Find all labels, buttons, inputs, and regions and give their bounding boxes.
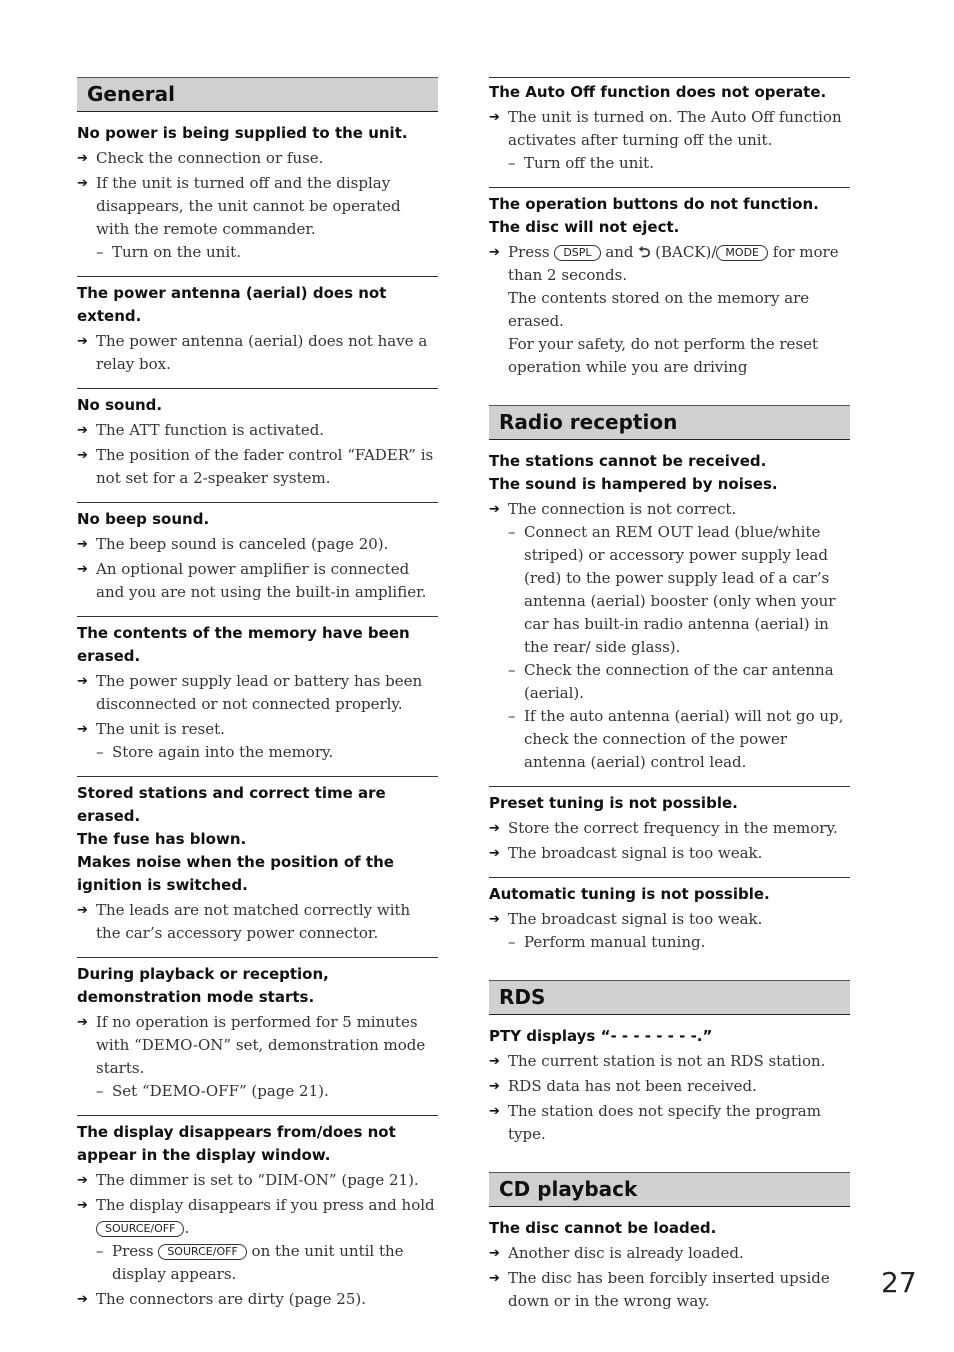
issue-title: No power is being supplied to the unit. (77, 124, 408, 142)
arrow-icon: ➔ (489, 846, 500, 861)
arrow-icon: ➔ (489, 1079, 500, 1094)
answer-item: ➔ The connectors are dirty (page 25). (77, 1288, 438, 1311)
arrow-icon: ➔ (77, 1292, 88, 1307)
mode-button-label: MODE (716, 245, 768, 261)
arrow-icon: ➔ (489, 821, 500, 836)
arrow-icon: ➔ (77, 903, 88, 918)
source-off-button-label: SOURCE/OFF (96, 1221, 184, 1237)
issue-title: Automatic tuning is not possible. (489, 885, 770, 903)
sub-step: – Connect an REM OUT lead (blue/white striped) or accessory power supply lead (red) to the power supply lead of a car’s antenna (aerial) booster (only when your car has built-in radio antenna (aerial) in the rear/ side glass). (508, 523, 836, 656)
issue-title: Makes noise when the position of the ignition is switched. (77, 853, 394, 894)
issue-auto-off (489, 77, 850, 187)
back-icon: ⮌ (638, 243, 651, 261)
source-off-button-label: SOURCE/OFF (158, 1244, 246, 1260)
issue-title: The disc cannot be loaded. (489, 1219, 717, 1237)
arrow-icon: ➔ (489, 1246, 500, 1261)
answer-item: ➔ The power supply lead or battery has been disconnected or not connected properly. (77, 672, 423, 713)
issue-stations-erased (77, 776, 438, 957)
arrow-icon: ➔ (77, 674, 88, 689)
left-column (77, 77, 438, 1323)
answer-item: ➔ Store the correct frequency in the memory. (489, 817, 850, 840)
issue-no-power (77, 122, 438, 276)
issue-no-sound (77, 388, 438, 502)
issue-title: No beep sound. (77, 510, 210, 528)
issue-memory-erased (77, 616, 438, 776)
issue-title: PTY displays “- - - - - - - -.” (489, 1027, 713, 1045)
answer-item: ➔ If no operation is performed for 5 minutes with “DEMO-ON” set, demonstration mode starts. (77, 1013, 426, 1077)
note-text: The contents stored on the memory are erased. (508, 289, 810, 330)
issue-title: Preset tuning is not possible. (489, 794, 738, 812)
answer-item: ➔ An optional power amplifier is connected and you are not using the built-in amplifier. (77, 560, 427, 601)
answer-item: ➔ The unit is turned on. The Auto Off function activates after turning off the unit. (489, 108, 842, 149)
issue-preset-tuning (489, 786, 850, 877)
issue-stations-not-received (489, 450, 850, 786)
issue-title: The Auto Off function does not operate. (489, 83, 827, 101)
arrow-icon: ➔ (77, 1198, 88, 1213)
arrow-icon: ➔ (77, 562, 88, 577)
sub-step: – Press SOURCE/OFF on the unit until the display appears. (96, 1242, 404, 1283)
issue-title: The stations cannot be received. (489, 452, 767, 470)
issue-title: The operation buttons do not function. (489, 195, 819, 213)
sub-step: – Set “DEMO-OFF” (page 21). (96, 1082, 329, 1100)
arrow-icon: ➔ (489, 110, 500, 125)
arrow-icon: ➔ (77, 1173, 88, 1188)
dspl-button-label: DSPL (554, 245, 600, 261)
answer-item: ➔ Another disc is already loaded. (489, 1242, 850, 1265)
issue-title: The contents of the memory have been erased. (77, 624, 410, 665)
arrow-icon: ➔ (489, 1104, 500, 1119)
issue-title: The display disappears from/does not appear in the display window. (77, 1123, 396, 1164)
issue-demo-mode (77, 957, 438, 1115)
issue-no-beep (77, 502, 438, 616)
arrow-icon: ➔ (77, 176, 88, 191)
issue-pty-displays (489, 1025, 850, 1158)
answer-item: ➔ The display disappears if you press and hold SOURCE/OFF . (77, 1196, 435, 1237)
answer-item: ➔ RDS data has not been received. (489, 1075, 850, 1098)
sub-step: – Check the connection of the car antenna (aerial). (508, 661, 834, 702)
section-heading-rds: RDS (489, 980, 850, 1015)
issue-title: Stored stations and correct time are erased. (77, 784, 386, 825)
sub-step: – Turn off the unit. (508, 154, 654, 172)
page-number: 27 (881, 1266, 917, 1299)
answer-item: ➔ The leads are not matched correctly with the car’s accessory power connector. (77, 901, 411, 942)
arrow-icon: ➔ (77, 722, 88, 737)
note-text: For your safety, do not perform the reset operation while you are driving (508, 335, 819, 376)
answer-item: ➔ The beep sound is canceled (page 20). (77, 533, 438, 556)
arrow-icon: ➔ (489, 502, 500, 517)
arrow-icon: ➔ (489, 245, 500, 260)
section-heading-radio-reception: Radio reception (489, 405, 850, 440)
issue-buttons-not-function (489, 187, 850, 391)
answer-item: ➔ The broadcast signal is too weak. (489, 908, 850, 931)
section-heading-general: General (77, 77, 438, 112)
arrow-icon: ➔ (77, 448, 88, 463)
issue-title: The fuse has blown. (77, 830, 247, 848)
answer-item: ➔ Press DSPL and ⮌ (BACK)/ MODE for more than 2 seconds. (489, 243, 839, 284)
right-column (489, 77, 850, 1325)
section-heading-cd-playback: CD playback (489, 1172, 850, 1207)
arrow-icon: ➔ (77, 151, 88, 166)
sub-step: – Store again into the memory. (96, 743, 334, 761)
arrow-icon: ➔ (489, 1271, 500, 1286)
answer-item: ➔ The dimmer is set to “DIM-ON” (page 21). (77, 1169, 438, 1192)
answer-item: ➔ The ATT function is activated. (77, 419, 438, 442)
issue-title: The disc will not eject. (489, 218, 680, 236)
arrow-icon: ➔ (77, 1015, 88, 1030)
arrow-icon: ➔ (489, 1054, 500, 1069)
issue-automatic-tuning (489, 877, 850, 966)
answer-item: ➔ The station does not specify the program type. (489, 1102, 821, 1143)
answer-item: ➔ The connection is not correct. (489, 498, 850, 521)
issue-disc-not-loaded (489, 1217, 850, 1325)
answer-item: ➔ The unit is reset. (77, 718, 438, 741)
answer-item: ➔ The broadcast signal is too weak. (489, 842, 850, 865)
issue-antenna (77, 276, 438, 388)
answer-item: ➔ If the unit is turned off and the display disappears, the unit cannot be operated with the remote commander. (77, 174, 401, 238)
answer-item: ➔ The current station is not an RDS station. (489, 1050, 850, 1073)
arrow-icon: ➔ (489, 912, 500, 927)
sub-step: – Perform manual tuning. (508, 933, 706, 951)
answer-item: ➔ The disc has been forcibly inserted upside down or in the wrong way. (489, 1269, 830, 1310)
sub-step: – Turn on the unit. (96, 243, 241, 261)
issue-title: No sound. (77, 396, 163, 414)
arrow-icon: ➔ (77, 537, 88, 552)
arrow-icon: ➔ (77, 423, 88, 438)
issue-title: The power antenna (aerial) does not extend. (77, 284, 387, 325)
arrow-icon: ➔ (77, 334, 88, 349)
issue-title: During playback or reception, demonstration mode starts. (77, 965, 329, 1006)
answer-item: ➔ The position of the fader control “FADER” is not set for a 2-speaker system. (77, 446, 434, 487)
answer-item: ➔ The power antenna (aerial) does not have a relay box. (77, 332, 428, 373)
sub-step: – If the auto antenna (aerial) will not go up, check the connection of the power antenna (aerial) control lead. (508, 707, 844, 771)
answer-item: ➔ Check the connection or fuse. (77, 147, 438, 170)
issue-title: The sound is hampered by noises. (489, 475, 778, 493)
issue-display-disappears (77, 1115, 438, 1323)
